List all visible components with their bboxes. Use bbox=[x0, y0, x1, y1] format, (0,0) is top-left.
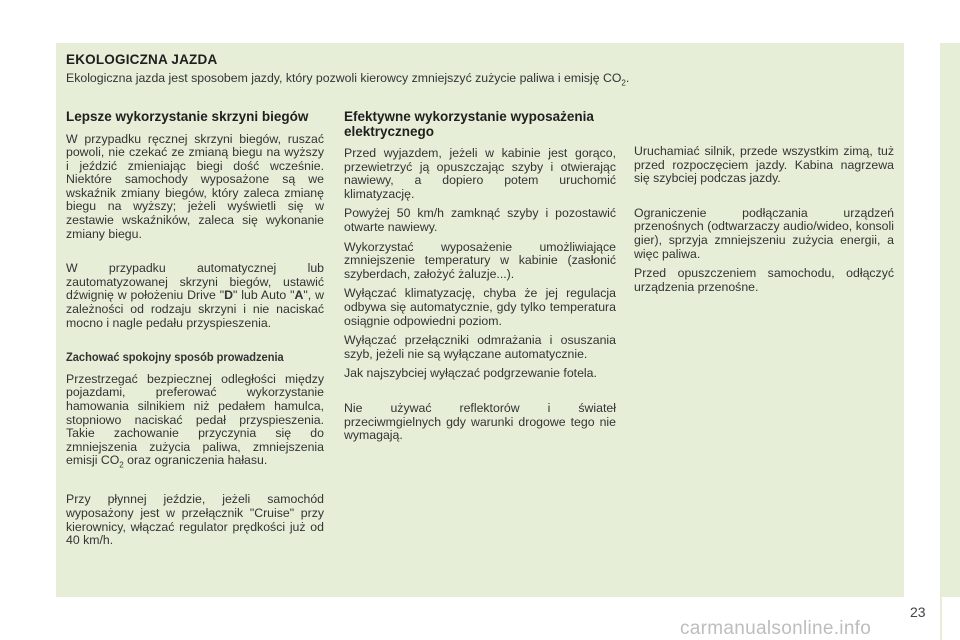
column-electrical bbox=[344, 110, 616, 449]
paragraph-ventilate: Przed wyjazdem, jeżeli w kabinie jest gorąco, przewietrzyć ją opuszczając szyby i otwierając nawiewy, a dopiero potem uruchomić klimatyzację. bbox=[344, 146, 616, 201]
heading-gearbox: Lepsze wykorzystanie skrzyni biegów bbox=[66, 109, 309, 124]
paragraph-lights: Nie używać reflektorów i świateł przeciwmgielnych gdy warunki drogowe tego nie wymagają. bbox=[344, 400, 616, 443]
column-gearbox bbox=[66, 110, 324, 554]
paragraph-close-windows: Powyżej 50 km/h zamknąć szyby i pozostawić otwarte nawiewy. bbox=[344, 206, 616, 234]
paragraph-engine-start: Uruchamiać silnik, przede wszystkim zimą, tuż przed rozpoczęciem jazdy. Kabina nagrzewa się szybciej podczas jazdy. bbox=[634, 144, 894, 186]
page-number: 23 bbox=[910, 604, 926, 620]
paragraph-automatic-gearbox: W przypadku automatycznej lub zautomatyzowanej skrzyni biegów, ustawić dźwignię w położeniu Drive "D" lub Auto "A", w zależności od rodzaju skrzyni i nie naciskać mocno i nagle pedału przyspieszenia. bbox=[66, 261, 324, 330]
paragraph-ac-off: Wyłączać klimatyzację, chyba że jej regulacja odbywa się automatycznie, gdy tylko temperatura osiągnie odpowiedni poziom. bbox=[344, 286, 616, 328]
side-tab-strip bbox=[940, 43, 960, 597]
paragraph-manual-gearbox: W przypadku ręcznej skrzyni biegów, ruszać powoli, nie czekać ze zmianą biegu na wyższy i jeździć zmieniając biegi dość wcześnie. Niektóre samochody wyposażone są we wskaźnik zmiany biegów, który zaleca zmianę biegu na wyższy; jeżeli wyświetli się w zestawie wskaźników, zaleca się wykonanie zmiany biegu. bbox=[66, 131, 324, 241]
heading-electrical: Efektywne wykorzystanie wyposażenia elektrycznego bbox=[344, 109, 594, 139]
page-title: EKOLOGICZNA JAZDA bbox=[66, 52, 218, 67]
intro-text: Ekologiczna jazda jest sposobem jazdy, który pozwoli kierowcy zmniejszyć zużycie paliwa i emisję $CO_2$. bbox=[66, 71, 630, 88]
paragraph-disconnect-devices: Przed opuszczeniem samochodu, odłączyć urządzenia przenośne. bbox=[634, 266, 894, 294]
paragraph-seat-heating: Jak najszybciej wyłączać podgrzewanie fotela. bbox=[344, 366, 597, 381]
subheading-calm-driving: Zachować spokojny sposób prowadzenia bbox=[66, 350, 284, 365]
paragraph-defrost-off: Wyłączać przełączniki odmrażania i osuszania szyb, jeżeli nie są wyłączane automatycznie. bbox=[344, 333, 616, 361]
side-divider bbox=[940, 43, 942, 640]
paragraph-cruise: Przy płynnej jeździe, jeżeli samochód wyposażony jest w przełącznik "Cruise" przy kierownicy, włączać regulator prędkości już od 40 km/h. bbox=[66, 492, 324, 548]
paragraph-safe-distance: Przestrzegać bezpiecznej odległości między pojazdami, preferować wykorzystanie hamowania silnikiem niż pedałem hamulca, stopniowo naciskać pedał przyspieszenia. Takie zachowanie przyczynia się do zmniejszenia zużycia paliwa, zmniejszenia emisji $CO_2$ oraz ograniczenia hałasu. bbox=[66, 371, 324, 470]
column-electrical-continued bbox=[634, 145, 894, 300]
paragraph-reduce-temperature: Wykorzystać wyposażenie umożliwiające zmniejszenie temperatury w kabinie (zasłonić szyberdach, założyć żaluzje...). bbox=[344, 239, 616, 281]
watermark: carmanualsonline.info bbox=[680, 618, 872, 639]
paragraph-portable-devices: Ograniczenie podłączania urządzeń przenośnych (odtwarzaczy audio/wideo, konsoli gier), sprzyja zmniejszeniu zużycia energii, a więc paliwa. bbox=[634, 205, 894, 261]
